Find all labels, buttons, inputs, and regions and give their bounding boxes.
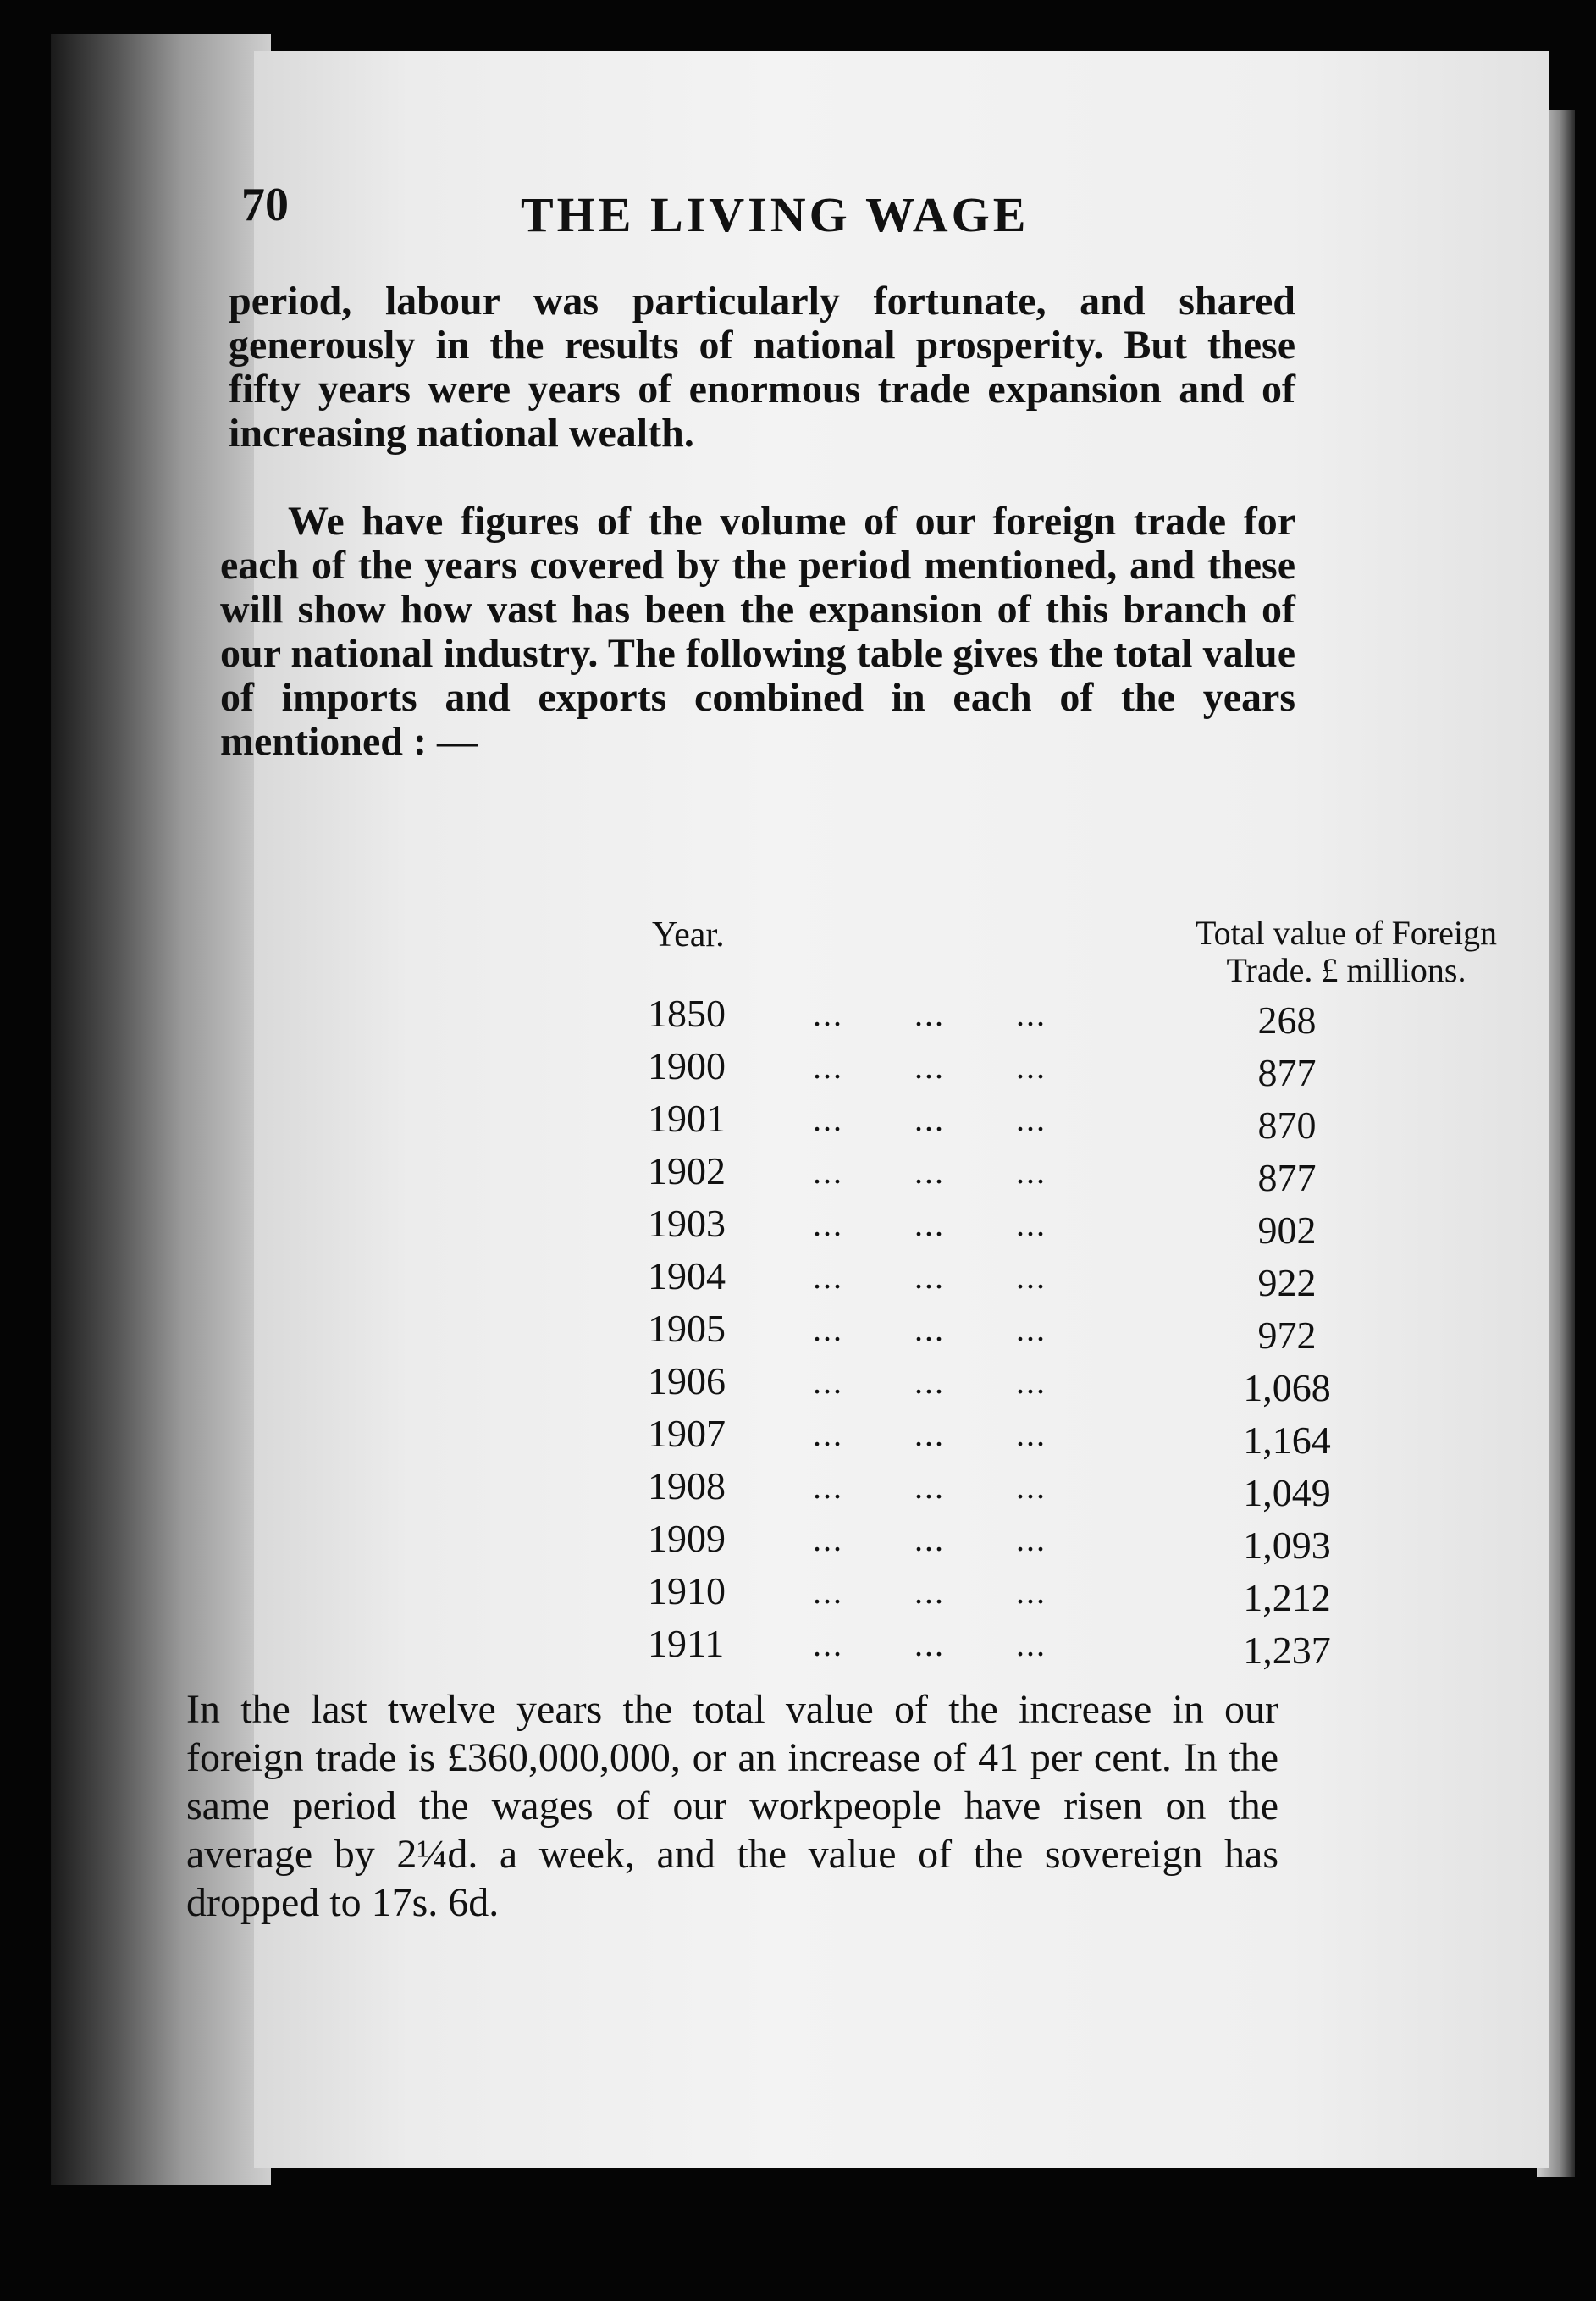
row-value: 1,164 [1243, 1419, 1331, 1462]
row-leader-dots: ... ... ... [813, 1415, 1047, 1453]
row-leader-dots: ... ... ... [813, 1153, 1047, 1191]
row-value: 870 [1257, 1103, 1317, 1147]
table-row [618, 1096, 1465, 1147]
row-year: 1906 [648, 1359, 726, 1402]
row-leader-dots: ... ... ... [813, 1625, 1047, 1663]
table-row [618, 1253, 1465, 1304]
row-value: 922 [1257, 1261, 1317, 1304]
row-leader-dots: ... ... ... [813, 1100, 1047, 1138]
table-row [618, 1621, 1465, 1672]
page-number: 70 [241, 179, 289, 231]
table-row [618, 991, 1465, 1042]
row-year: 1902 [648, 1149, 726, 1192]
row-year: 1901 [648, 1097, 726, 1140]
row-leader-dots: ... ... ... [813, 1048, 1047, 1086]
foreign-trade-table [618, 906, 1549, 1685]
row-year: 1905 [648, 1307, 726, 1350]
table-row [618, 1358, 1465, 1409]
table-row [618, 1043, 1465, 1094]
row-leader-dots: ... ... ... [813, 995, 1047, 1033]
row-leader-dots: ... ... ... [813, 1258, 1047, 1296]
row-leader-dots: ... ... ... [813, 1468, 1047, 1506]
row-year: 1909 [648, 1517, 726, 1560]
row-value: 1,049 [1243, 1471, 1331, 1514]
row-year: 1903 [648, 1202, 726, 1245]
row-value: 902 [1257, 1209, 1317, 1252]
row-leader-dots: ... ... ... [813, 1573, 1047, 1611]
row-value: 1,093 [1243, 1524, 1331, 1567]
value-column-header [1151, 915, 1541, 989]
table-row [618, 1148, 1465, 1199]
running-title: THE LIVING WAGE [521, 187, 1030, 242]
table-row [618, 1568, 1465, 1619]
row-value: 877 [1257, 1051, 1317, 1094]
table-row [618, 1516, 1465, 1567]
value-header-line-2: Trade. £ millions. [1226, 951, 1466, 989]
row-value: 972 [1257, 1314, 1317, 1357]
row-year: 1900 [648, 1044, 726, 1087]
value-header-line-1: Total value of Foreign [1196, 914, 1497, 952]
row-value: 1,068 [1243, 1366, 1331, 1409]
paragraph-conclusion: In the last twelve years the total value of the increase in our foreign trade is £360,000,000, or an increase of 41 per cent. In the same period the wages of our workpeople have risen on the average by 2¼d. a week, and the value of the sovereign has dropped to 17s. 6d. [186, 1687, 1278, 1925]
row-leader-dots: ... ... ... [813, 1310, 1047, 1348]
paragraph-trade-figures: We have figures of the volume of our foreign trade for each of the years covered by the period mentioned, and these will show how vast has been the expansion of this branch of our national industry. The following table gives the total value of imports and exports combined in each of the years mentioned : — [220, 499, 1295, 764]
row-leader-dots: ... ... ... [813, 1363, 1047, 1401]
row-value: 1,237 [1243, 1629, 1331, 1672]
page-header [241, 169, 1300, 246]
row-year: 1908 [648, 1464, 726, 1507]
year-column-header: Year. [652, 915, 725, 954]
row-leader-dots: ... ... ... [813, 1205, 1047, 1243]
table-row [618, 1306, 1465, 1357]
table-row [618, 1201, 1465, 1252]
row-year: 1911 [648, 1622, 725, 1665]
row-value: 268 [1257, 998, 1317, 1042]
paragraph-continued: period, labour was particularly fortunate, and shared generously in the results of national prosperity. But these fifty years were years of enormous trade expansion and of increasing national wealth. [229, 279, 1295, 456]
row-year: 1850 [648, 992, 726, 1035]
table-row [618, 1463, 1465, 1514]
row-leader-dots: ... ... ... [813, 1520, 1047, 1558]
row-value: 877 [1257, 1156, 1317, 1199]
row-year: 1907 [648, 1412, 726, 1455]
row-year: 1904 [648, 1254, 726, 1297]
table-row [618, 1411, 1465, 1462]
row-year: 1910 [648, 1569, 726, 1612]
row-value: 1,212 [1243, 1576, 1331, 1619]
